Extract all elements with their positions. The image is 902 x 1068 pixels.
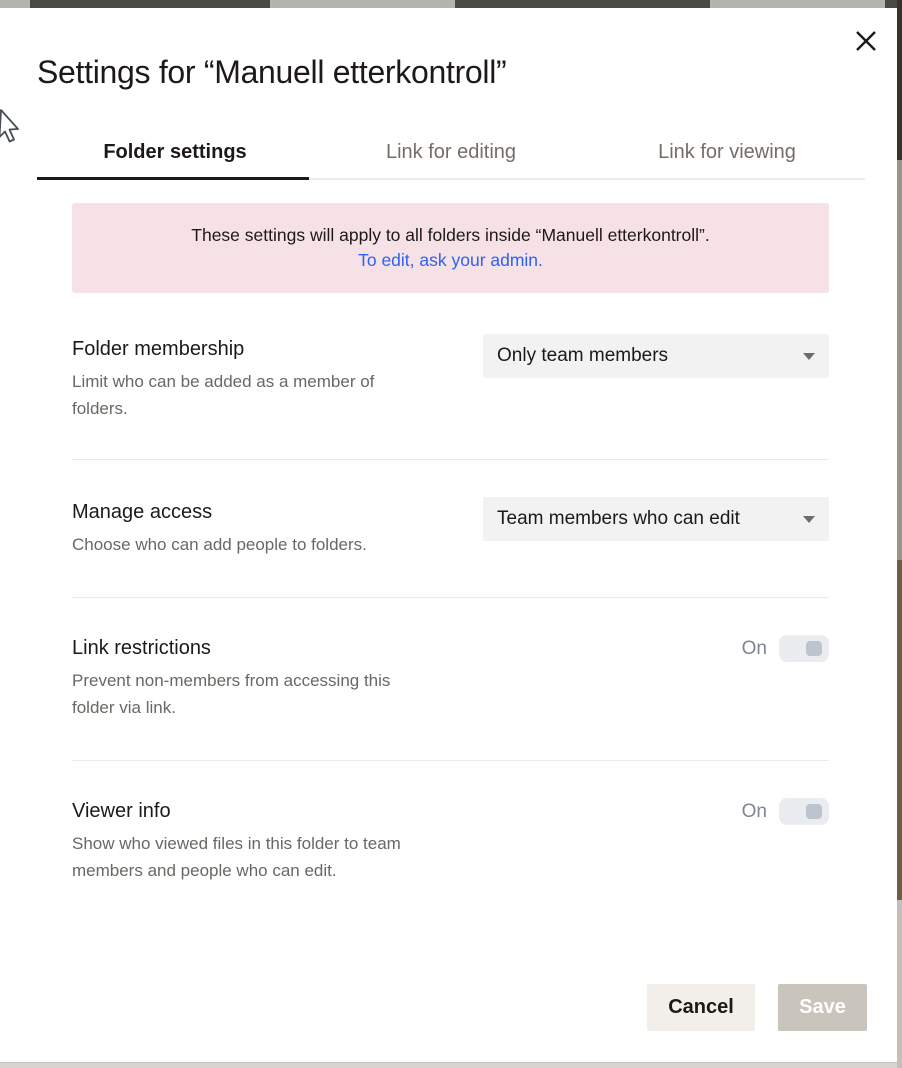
tab-label: Link for editing	[385, 140, 517, 163]
setting-label: Manage access	[72, 501, 213, 523]
background-right-sliver	[897, 900, 902, 1068]
setting-description: Show who viewed files in this folder to team members and people who can edit.	[72, 834, 401, 880]
dialog-title: Settings for “Manuell etterkontroll”	[37, 54, 507, 90]
tab-link-for-editing[interactable]	[313, 126, 589, 178]
tab-label: Link for viewing	[658, 140, 796, 163]
dropdown-selected-value: Team members who can edit	[497, 508, 740, 529]
background-right-sliver	[897, 0, 902, 160]
link-restrictions-toggle-group	[742, 635, 829, 662]
close-button[interactable]	[849, 24, 883, 58]
setting-row-manage-access	[72, 501, 829, 558]
notice-text: These settings will apply to all folders inside “Manuell etterkontroll”.	[191, 225, 710, 245]
tab-bar	[37, 126, 865, 180]
tab-link-for-viewing[interactable]	[589, 126, 865, 178]
section-divider	[72, 760, 829, 761]
setting-description: Choose who can add people to folders.	[72, 535, 367, 554]
dropdown-selected-value: Only team members	[497, 345, 669, 366]
toggle-state-label: On	[741, 637, 767, 659]
toggle-knob	[806, 641, 822, 656]
chevron-down-icon	[803, 516, 815, 523]
background-right-sliver	[897, 160, 902, 560]
section-divider	[72, 597, 829, 598]
toggle-state-label: On	[741, 800, 767, 822]
manage-access-dropdown[interactable]	[483, 497, 829, 541]
setting-label: Folder membership	[72, 338, 245, 360]
tab-folder-settings[interactable]	[37, 126, 313, 178]
folder-membership-dropdown[interactable]	[483, 334, 829, 378]
viewer-info-toggle-group	[742, 798, 829, 825]
setting-label: Viewer info	[72, 800, 171, 822]
save-button[interactable]: Save	[778, 984, 867, 1031]
section-divider	[72, 459, 829, 460]
link-restrictions-toggle[interactable]	[779, 635, 829, 662]
viewer-info-toggle[interactable]	[779, 798, 829, 825]
setting-row-viewer-info	[72, 800, 829, 884]
background-bottom-strip	[0, 1062, 897, 1068]
tab-label: Folder settings	[103, 140, 247, 163]
background-right-sliver	[897, 560, 902, 900]
setting-row-link-restrictions	[72, 637, 829, 721]
folder-settings-dialog	[0, 8, 897, 1062]
close-icon	[855, 30, 877, 52]
ask-admin-link[interactable]: To edit, ask your admin.	[358, 250, 543, 270]
admin-notice-banner	[72, 203, 829, 293]
setting-label: Link restrictions	[72, 637, 211, 659]
background-right-sliver	[897, 0, 902, 1068]
setting-description: Prevent non-members from accessing this folder via link.	[72, 671, 391, 717]
cancel-button[interactable]: Cancel	[647, 984, 755, 1031]
toggle-knob	[806, 804, 822, 819]
chevron-down-icon	[803, 353, 815, 360]
setting-description: Limit who can be added as a member of folders.	[72, 372, 375, 418]
setting-row-folder-membership	[72, 338, 829, 422]
